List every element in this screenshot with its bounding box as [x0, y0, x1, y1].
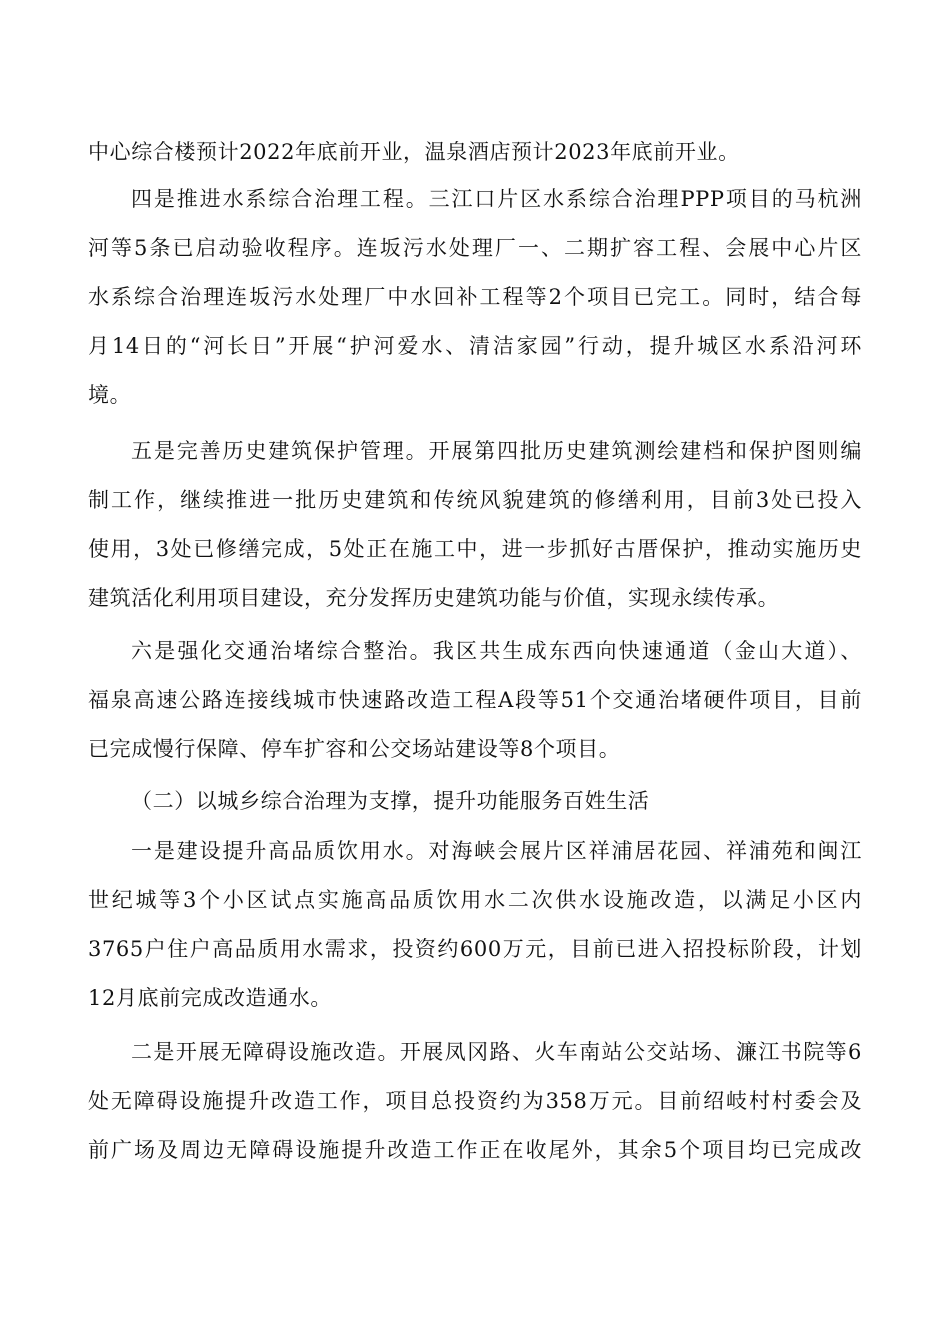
text-line: 四是推进水系综合治理工程。三江口片区水系综合治理PPP项目的马杭洲: [131, 187, 862, 211]
text-line: 12月底前完成改造通水。: [88, 986, 332, 1010]
text-line: 月14日的“河长日”开展“护河爱水、清洁家园”行动，提升城区水系沿河环: [88, 334, 862, 358]
text-line: 中心综合楼预计2022年底前开业，温泉酒店预计2023年底前开业。: [88, 140, 740, 164]
text-line: 水系综合治理连坂污水处理厂中水回补工程等2个项目已完工。同时，结合每: [88, 285, 862, 309]
text-line: 河等5条已启动验收程序。连坂污水处理厂一、二期扩容工程、会展中心片区: [88, 236, 862, 260]
text-line: 境。: [88, 383, 132, 407]
section-heading: （二）以城乡综合治理为支撑，提升功能服务百姓生活: [131, 789, 650, 813]
text-line: 一是建设提升高品质饮用水。对海峡会展片区祥浦居花园、祥浦苑和闽江: [131, 839, 862, 863]
text-line: 建筑活化利用项目建设，充分发挥历史建筑功能与价值，实现永续传承。: [88, 586, 780, 610]
text-line: 世纪城等3个小区试点实施高品质饮用水二次供水设施改造，以满足小区内: [88, 888, 862, 912]
text-line: 制工作，继续推进一批历史建筑和传统风貌建筑的修缮利用，目前3处已投入: [88, 488, 862, 512]
text-line: 已完成慢行保障、停车扩容和公交场站建设等8个项目。: [88, 737, 621, 761]
text-line: 福泉高速公路连接线城市快速路改造工程A段等51个交通治堵硬件项目，目前: [88, 688, 862, 712]
text-line: 六是强化交通治堵综合整治。我区共生成东西向快速通道（金山大道）、: [131, 639, 862, 663]
text-line: 五是完善历史建筑保护管理。开展第四批历史建筑测绘建档和保护图则编: [131, 439, 862, 463]
text-line: 二是开展无障碍设施改造。开展凤冈路、火车南站公交站场、濂江书院等6: [131, 1040, 862, 1064]
text-line: 前广场及周边无障碍设施提升改造工作正在收尾外，其余5个项目均已完成改: [88, 1138, 862, 1162]
text-line: 3765户住户高品质用水需求，投资约600万元，目前已进入招投标阶段，计划: [88, 937, 862, 961]
text-line: 处无障碍设施提升改造工作，项目总投资约为358万元。目前绍岐村村委会及: [88, 1089, 862, 1113]
text-line: 使用，3处已修缮完成，5处正在施工中，进一步抓好古厝保护，推动实施历史: [88, 537, 862, 561]
